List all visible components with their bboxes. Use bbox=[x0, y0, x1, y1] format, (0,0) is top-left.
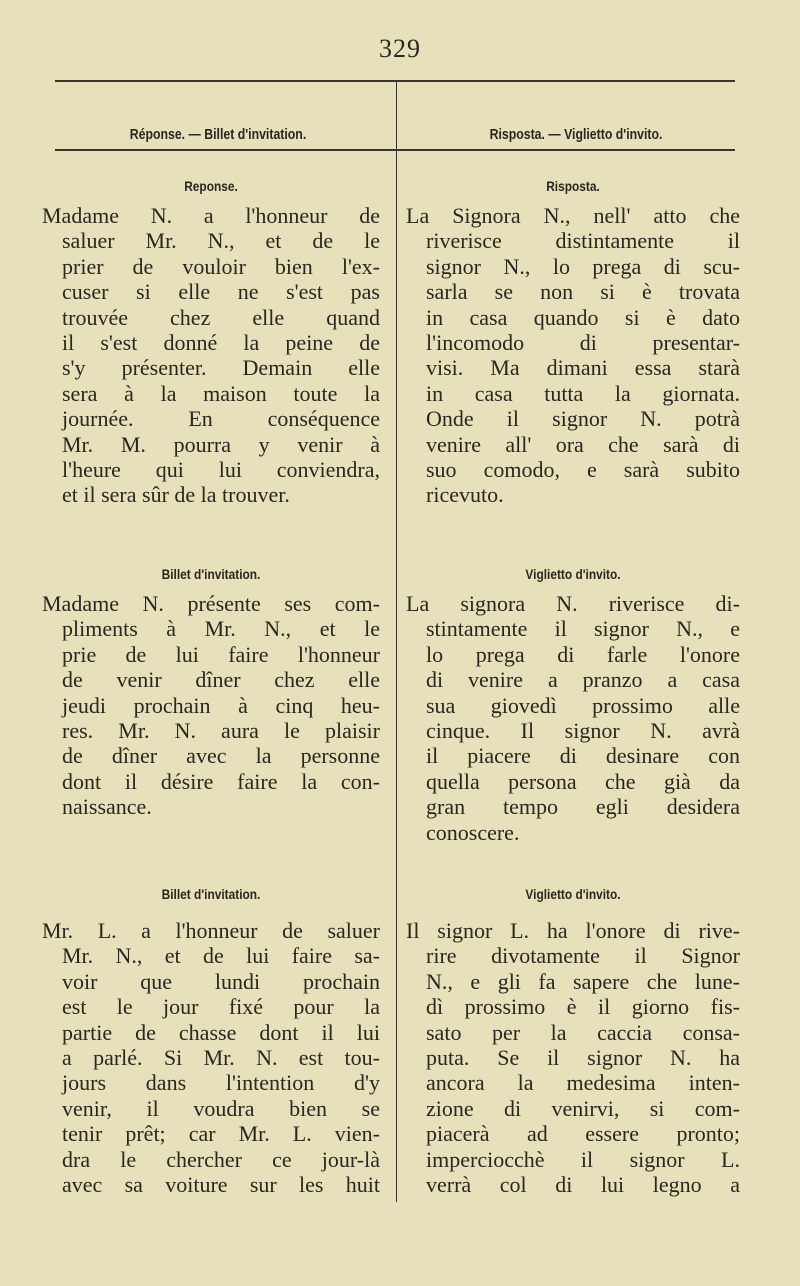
text-line: sua giovedì prossimo alle bbox=[426, 692, 740, 718]
text-line: prie de lui faire l'honneur bbox=[62, 641, 380, 667]
text-line: N., e gli fa sapere che lune- bbox=[426, 968, 740, 994]
text-line: zione di venirvi, si com- bbox=[426, 1095, 740, 1121]
text-line: journée. En conséquence bbox=[62, 406, 380, 432]
text-line: dra le chercher ce jour-là bbox=[62, 1146, 380, 1172]
text-line: La signora N. riverisce di- bbox=[406, 591, 740, 616]
text-line: venir, il voudra bien se bbox=[62, 1095, 380, 1121]
french-section bbox=[42, 172, 380, 508]
section-heading: Billet d'invitation. bbox=[161, 886, 261, 902]
text-line: Madame N. présente ses com- bbox=[42, 591, 380, 616]
text-line: prier de vouloir bien l'ex- bbox=[62, 253, 380, 279]
text-line: rire divotamente il Signor bbox=[426, 943, 740, 969]
french-section bbox=[42, 560, 380, 820]
text-line: piacerà ad essere pronto; bbox=[426, 1121, 740, 1147]
text-line: jours dans l'intention d'y bbox=[62, 1070, 380, 1096]
text-line: quella persona che già da bbox=[426, 768, 740, 794]
text-line: l'heure qui lui conviendra, bbox=[62, 456, 380, 482]
text-line: imperciocchè il signor L. bbox=[426, 1146, 740, 1172]
section-heading: Viglietto d'invito. bbox=[525, 566, 621, 582]
text-line: dì prossimo è il giorno fis- bbox=[426, 994, 740, 1020]
text-line: ancora la medesima inten- bbox=[426, 1070, 740, 1096]
text-line: avec sa voiture sur les huit bbox=[62, 1171, 380, 1197]
text-line: Il signor L. ha l'onore di rive- bbox=[406, 918, 740, 943]
text-line: cuser si elle ne s'est pas bbox=[62, 279, 380, 305]
text-line: in casa quando si è dato bbox=[426, 304, 740, 330]
section-heading: Risposta. bbox=[546, 178, 600, 194]
text-line: de venir dîner chez elle bbox=[62, 667, 380, 693]
italian-section bbox=[406, 560, 740, 845]
text-line: Madame N. a l'honneur de bbox=[42, 203, 380, 228]
text-line: de dîner avec la personne bbox=[62, 743, 380, 769]
text-line: signor N., lo prega di scu- bbox=[426, 253, 740, 279]
text-line: suo comodo, e sarà subito bbox=[426, 456, 740, 482]
text-line: voir que lundi prochain bbox=[62, 968, 380, 994]
text-line: cinque. Il signor N. avrà bbox=[426, 717, 740, 743]
french-section bbox=[42, 880, 380, 1197]
text-line: il piacere di desinare con bbox=[426, 743, 740, 769]
header-rule bbox=[55, 149, 735, 151]
text-line: puta. Se il signor N. ha bbox=[426, 1044, 740, 1070]
text-line: venire all' ora che sarà di bbox=[426, 431, 740, 457]
text-line: visi. Ma dimani essa starà bbox=[426, 355, 740, 381]
text-line: Mr. L. a l'honneur de saluer bbox=[42, 918, 380, 943]
text-line: jeudi prochain à cinq heu- bbox=[62, 692, 380, 718]
text-line: dont il désire faire la con- bbox=[62, 768, 380, 794]
section-heading: Billet d'invitation. bbox=[161, 566, 261, 582]
text-line: a parlé. Si Mr. N. est tou- bbox=[62, 1044, 380, 1070]
text-line: verrà col di lui legno a bbox=[426, 1171, 740, 1197]
italian-section bbox=[406, 880, 740, 1197]
italian-section bbox=[406, 172, 740, 508]
text-line: Mr. N., et de lui faire sa- bbox=[62, 943, 380, 969]
text-line: trouvée chez elle quand bbox=[62, 304, 380, 330]
section-heading: Reponse. bbox=[184, 178, 238, 194]
text-line: tenir prêt; car Mr. L. vien- bbox=[62, 1121, 380, 1147]
text-line: naissance. bbox=[62, 794, 152, 820]
text-line: sarla se non si è trovata bbox=[426, 279, 740, 305]
text-line: partie de chasse dont il lui bbox=[62, 1019, 380, 1045]
running-header-right: Risposta. — Viglietto d'invito. bbox=[489, 126, 663, 143]
text-line: stintamente il signor N., e bbox=[426, 616, 740, 642]
text-line: il s'est donné la peine de bbox=[62, 329, 380, 355]
text-line: La Signora N., nell' atto che bbox=[406, 203, 740, 228]
text-line: res. Mr. N. aura le plaisir bbox=[62, 717, 380, 743]
text-line: s'y présenter. Demain elle bbox=[62, 355, 380, 381]
text-line: Mr. M. pourra y venir à bbox=[62, 431, 380, 457]
text-line: di venire a pranzo a casa bbox=[426, 667, 740, 693]
text-line: saluer Mr. N., et de le bbox=[62, 228, 380, 254]
text-line: est le jour fixé pour la bbox=[62, 994, 380, 1020]
text-line: sera à la maison toute la bbox=[62, 380, 380, 406]
text-line: et il sera sûr de la trouver. bbox=[62, 482, 290, 508]
running-header-left: Réponse. — Billet d'invitation. bbox=[129, 126, 307, 143]
text-line: sato per la caccia consa- bbox=[426, 1019, 740, 1045]
text-line: pliments à Mr. N., et le bbox=[62, 616, 380, 642]
text-line: ricevuto. bbox=[426, 482, 504, 508]
top-rule bbox=[55, 80, 735, 82]
text-line: conoscere. bbox=[426, 819, 520, 845]
text-line: in casa tutta la giornata. bbox=[426, 380, 740, 406]
text-line: l'incomodo di presentar- bbox=[426, 329, 740, 355]
column-divider bbox=[396, 80, 397, 1202]
text-line: Onde il signor N. potrà bbox=[426, 406, 740, 432]
text-line: riverisce distintamente il bbox=[426, 228, 740, 254]
text-line: gran tempo egli desidera bbox=[426, 794, 740, 820]
section-heading: Viglietto d'invito. bbox=[525, 886, 621, 902]
page-number: 329 bbox=[379, 34, 421, 63]
text-line: lo prega di farle l'onore bbox=[426, 641, 740, 667]
